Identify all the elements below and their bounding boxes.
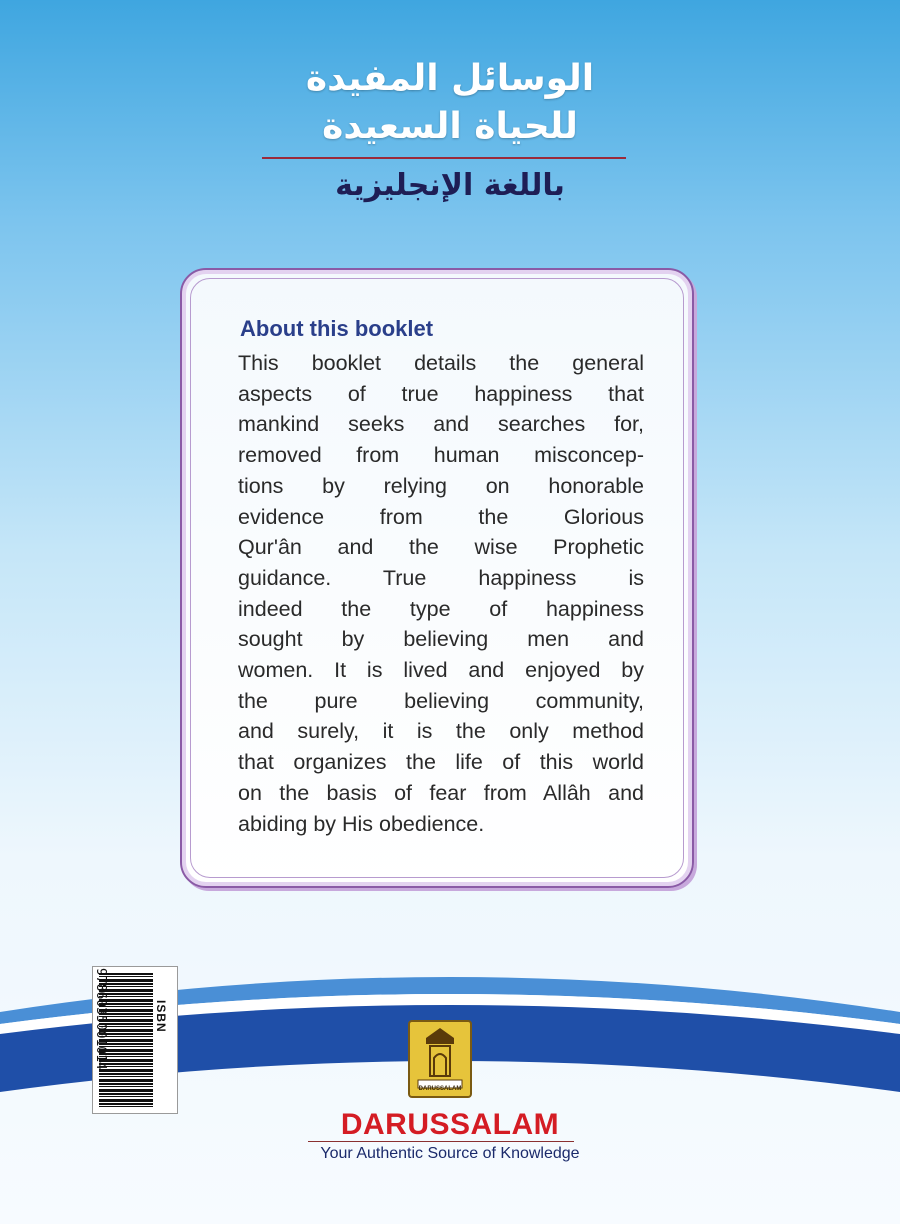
about-text-line: Qur'ân and the wise Prophetic	[238, 535, 644, 560]
about-text-line: mankind seeks and searches for,	[238, 412, 644, 437]
publisher-tagline: Your Authentic Source of Knowledge	[320, 1145, 580, 1162]
about-text-line: abiding by His obedience.	[238, 811, 485, 836]
about-text-line: tions by relying on honorable	[238, 473, 644, 498]
about-text-line: guidance. True happiness is	[238, 565, 644, 590]
isbn-label: ISBN	[154, 1000, 168, 1033]
isbn-number: 9786035001014	[93, 968, 108, 1070]
about-text-line: removed from human misconcep-	[238, 443, 644, 468]
arabic-title-line-2: للحياة السعيدة	[322, 106, 578, 147]
about-text-line: evidence from the Glorious	[238, 504, 644, 529]
about-text-line: sought by believing men and	[238, 627, 644, 652]
about-text-line: indeed the type of happiness	[238, 596, 644, 621]
about-text-line: that organizes the life of this world	[238, 750, 644, 775]
logo-caption: DARUSSALAM	[418, 1086, 462, 1092]
publisher-divider	[308, 1141, 574, 1142]
arabic-title-line-1: الوسائل المفيدة	[305, 58, 595, 99]
about-text-line: women. It is lived and enjoyed by	[238, 658, 644, 683]
about-text-line: This booklet details the general	[238, 351, 644, 375]
about-text-line: and surely, it is the only method	[238, 719, 644, 744]
title-divider	[262, 157, 626, 159]
publisher-name: DARUSSALAM	[340, 1108, 560, 1141]
about-text-line: aspects of true happiness that	[238, 381, 644, 406]
about-text	[238, 348, 644, 839]
about-heading: About this booklet	[240, 316, 434, 341]
about-text-line: the pure believing community,	[238, 688, 644, 713]
arabic-subtitle: باللغة الإنجليزية	[335, 168, 565, 203]
about-text-line: on the basis of fear from Allâh and	[238, 780, 644, 805]
